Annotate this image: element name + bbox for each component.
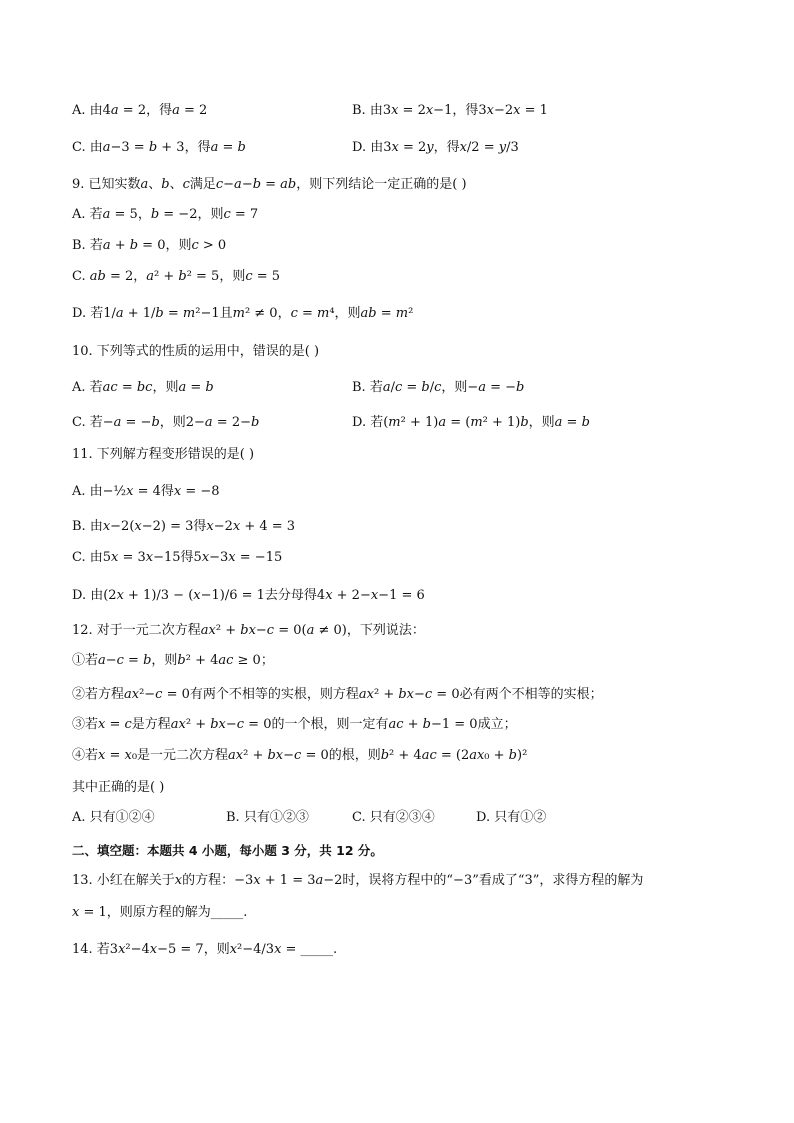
q10-option-d: D. 若(𝑚² + 1)𝑎 = (𝑚² + 1)𝑏，则𝑎 = 𝑏: [352, 415, 590, 430]
q14-stem: 14. 若3𝑥²−4𝑥−5 = 7，则𝑥²−4/3𝑥 = _____.: [72, 942, 338, 957]
q12-statement-1: ①若𝑎−𝑐 = 𝑏，则𝑏² + 4𝑎𝑐 ≥ 0；: [72, 653, 274, 668]
q11-option-b: B. 由𝑥−2(𝑥−2) = 3得𝑥−2𝑥 + 4 = 3: [72, 519, 296, 534]
q11-option-a: A. 由−½𝑥 = 4得𝑥 = −8: [72, 484, 220, 499]
q11-stem: 11. 下列解方程变形错误的是( ): [72, 447, 255, 462]
q11-option-c: C. 由5𝑥 = 3𝑥−15得5𝑥−3𝑥 = −15: [72, 550, 283, 565]
q10-option-c: C. 若−𝑎 = −𝑏，则2−𝑎 = 2−𝑏: [72, 415, 260, 430]
q8-option-a: A. 由4𝑎 = 2，得𝑎 = 2: [72, 103, 208, 118]
q12-stem: 12. 对于一元二次方程𝑎𝑥² + 𝑏𝑥−𝑐 = 0(𝑎 ≠ 0)，下列说法：: [72, 623, 425, 638]
q10-stem: 10. 下列等式的性质的运用中，错误的是( ): [72, 344, 320, 359]
q12-statement-2: ②若方程𝑎𝑥²−𝑐 = 0有两个不相等的实根，则方程𝑎𝑥² + 𝑏𝑥−𝑐 = 0必有两个不相等的实根；: [72, 687, 603, 702]
q12-statement-3: ③若𝑥 = 𝑐是方程𝑎𝑥² + 𝑏𝑥−𝑐 = 0的一个根，则一定有𝑎𝑐 + 𝑏−1 = 0成立；: [72, 717, 517, 732]
q12-option-b: B. 只有①②③: [226, 810, 309, 825]
q12-option-a: A. 只有①②④: [72, 810, 155, 825]
q8-option-c: C. 由𝑎−3 = 𝑏 + 3，得𝑎 = 𝑏: [72, 140, 246, 155]
q10-option-a: A. 若𝑎𝑐 = 𝑏𝑐，则𝑎 = 𝑏: [72, 380, 214, 395]
q9-stem: 9. 已知实数𝑎、𝑏、𝑐满足𝑐−𝑎−𝑏 = 𝑎𝑏，则下列结论一定正确的是( ): [72, 177, 467, 192]
q11-option-d: D. 由(2𝑥 + 1)/3 − (𝑥−1)/6 = 1去分母得4𝑥 + 2−𝑥−1 = 6: [72, 588, 425, 603]
q12-option-d: D. 只有①②: [476, 810, 547, 825]
q9-option-c: C. 𝑎𝑏 = 2，𝑎² + 𝑏² = 5，则𝑐 = 5: [72, 269, 281, 284]
q13-line-1: 13. 小红在解关于𝑥的方程：−3𝑥 + 1 = 3𝑎−2时，误将方程中的“−3”看成了“3”，求得方程的解为: [72, 873, 644, 888]
q12-statement-4: ④若𝑥 = 𝑥₀是一元二次方程𝑎𝑥² + 𝑏𝑥−𝑐 = 0的根，则𝑏² + 4𝑎𝑐 = (2𝑎𝑥₀ + 𝑏)²: [72, 748, 528, 763]
q12-option-c: C. 只有②③④: [352, 810, 435, 825]
q8-option-b: B. 由3𝑥 = 2𝑥−1，得3𝑥−2𝑥 = 1: [352, 103, 548, 118]
q10-option-b: B. 若𝑎/𝑐 = 𝑏/𝑐，则−𝑎 = −𝑏: [352, 380, 525, 395]
q8-option-d: D. 由3𝑥 = 2𝑦，得𝑥/2 = 𝑦/3: [352, 140, 519, 155]
q13-line-2: 𝑥 = 1，则原方程的解为_____.: [72, 905, 248, 920]
q9-option-a: A. 若𝑎 = 5，𝑏 = −2，则𝑐 = 7: [72, 207, 259, 222]
section-fill-in-blank: 二、填空题：本题共 4 小题，每小题 3 分，共 12 分。: [72, 843, 383, 858]
q9-option-b: B. 若𝑎 + 𝑏 = 0，则𝑐 > 0: [72, 238, 227, 253]
q12-prompt: 其中正确的是( ): [72, 780, 165, 795]
q9-option-d: D. 若1/𝑎 + 1/𝑏 = 𝑚²−1且𝑚² ≠ 0，𝑐 = 𝑚⁴，则𝑎𝑏 = 𝑚²: [72, 306, 414, 321]
